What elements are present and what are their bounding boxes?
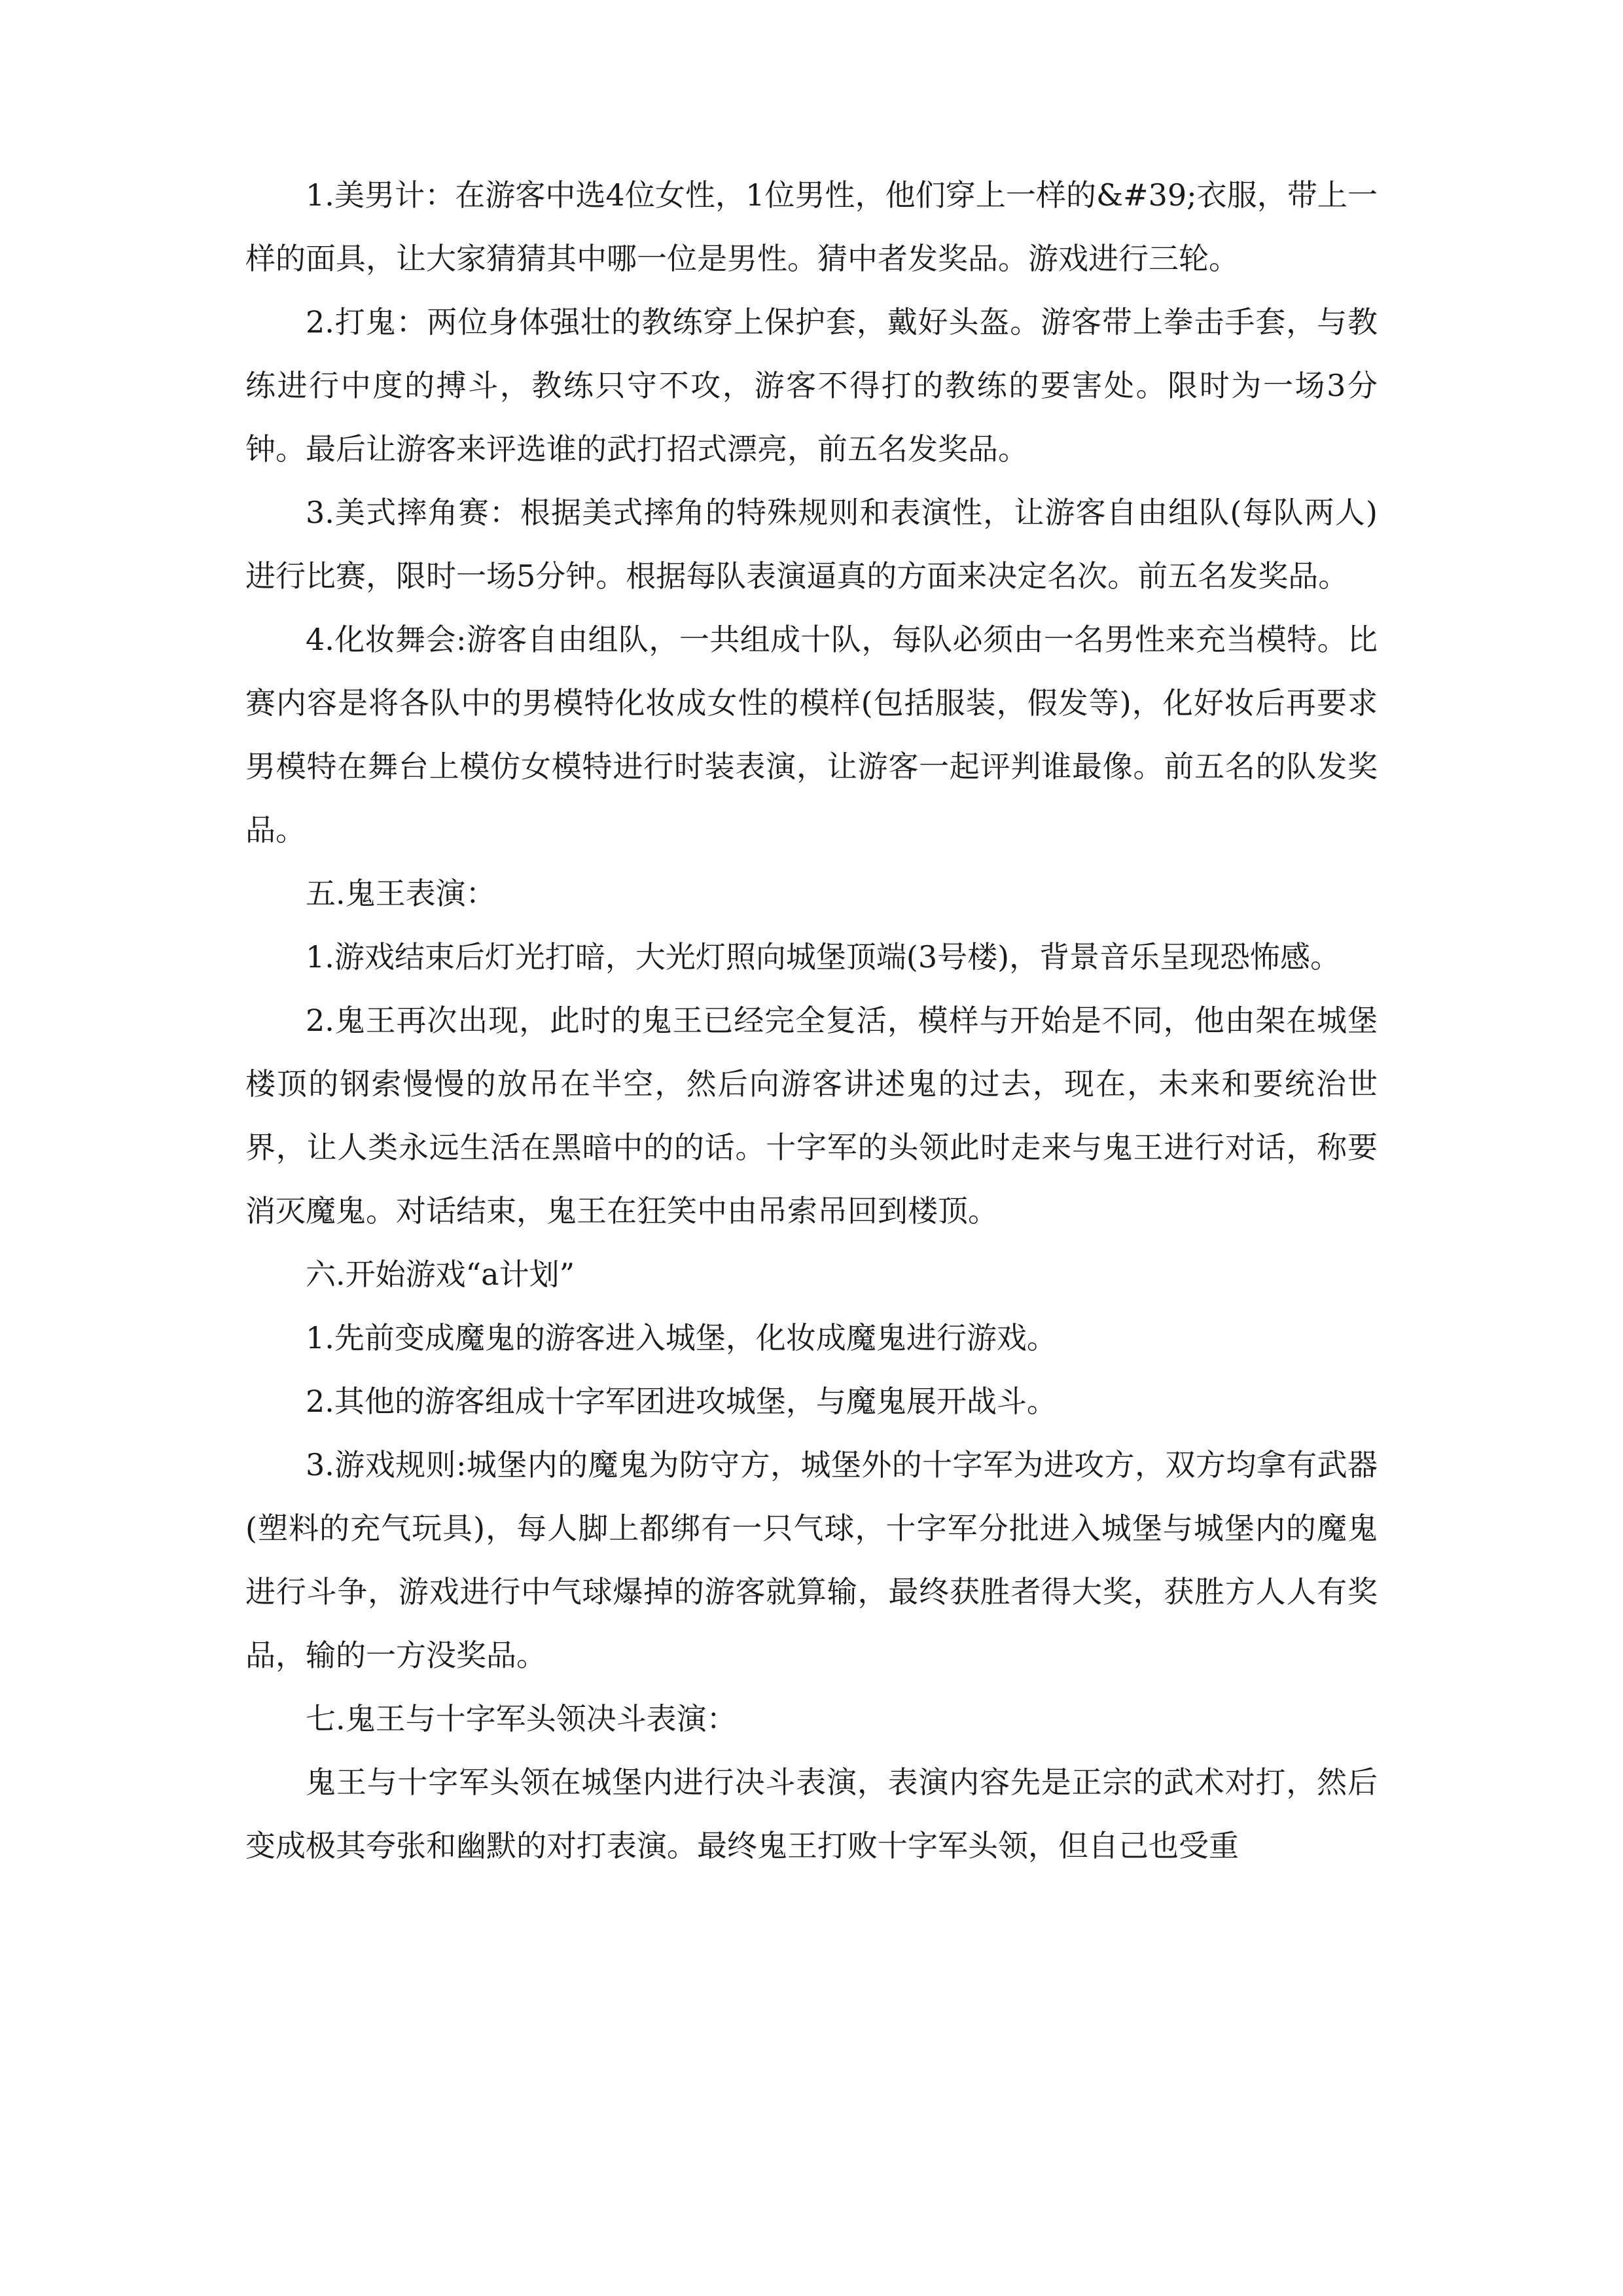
document-body [245, 164, 1378, 1878]
paragraph-13: 鬼王与十字军头领在城堡内进行决斗表演，表演内容先是正宗的武术对打，然后变成极其夸张和幽默的对打表演。最终鬼王打败十字军头领，但自己也受重 [245, 1765, 1378, 1863]
paragraph-6: 1.游戏结束后灯光打暗，大光灯照向城堡顶端(3号楼)，背景音乐呈现恐怖感。 [306, 939, 1341, 975]
section-heading-7: 七.鬼王与十字军头领决斗表演： [306, 1701, 737, 1736]
paragraph-3: 3.美式摔角赛：根据美式摔角的特殊规则和表演性，让游客自由组队(每队两人)进行比赛，限时一场5分钟。根据每队表演逼真的方面来决定名次。前五名发奖品。 [245, 495, 1378, 594]
paragraph-4: 4.化妆舞会:游客自由组队，一共组成十队，每队必须由一名男性来充当模特。比赛内容是将各队中的男模特化妆成女性的模样(包括服装，假发等)，化好妆后再要求男模特在舞台上模仿女模特进行时装表演，让游客一起评判谁最像。前五名的队发奖品。 [245, 622, 1378, 848]
section-heading-6: 六.开始游戏“a计划” [306, 1257, 575, 1292]
paragraph-2: 2.打鬼：两位身体强壮的教练穿上保护套，戴好头盔。游客带上拳击手套，与教练进行中度的搏斗，教练只守不攻，游客不得打的教练的要害处。限时为一场3分钟。最后让游客来评选谁的武打招式漂亮，前五名发奖品。 [245, 304, 1378, 467]
section-heading-5: 五.鬼王表演： [306, 876, 496, 911]
paragraph-11: 3.游戏规则:城堡内的魔鬼为防守方，城堡外的十字军为进攻方，双方均拿有武器(塑料的充气玩具)，每人脚上都绑有一只气球，十字军分批进入城堡与城堡内的魔鬼进行斗争，游戏进行中气球爆掉的游客就算输，最终获胜者得大奖，获胜方人人有奖品，输的一方没奖品。 [245, 1447, 1378, 1673]
paragraph-9: 1.先前变成魔鬼的游客进入城堡，化妆成魔鬼进行游戏。 [306, 1320, 1057, 1355]
paragraph-10: 2.其他的游客组成十字军团进攻城堡，与魔鬼展开战斗。 [306, 1384, 1057, 1419]
paragraph-1: 1.美男计：在游客中选4位女性，1位男性，他们穿上一样的&#39;衣服，带上一样的面具，让大家猜猜其中哪一位是男性。猜中者发奖品。游戏进行三轮。 [245, 177, 1378, 276]
paragraph-7: 2.鬼王再次出现，此时的鬼王已经完全复活，模样与开始是不同，他由架在城堡楼顶的钢索慢慢的放吊在半空，然后向游客讲述鬼的过去，现在，未来和要统治世界，让人类永远生活在黑暗中的的话。十字军的头领此时走来与鬼王进行对话，称要消灭魔鬼。对话结束，鬼王在狂笑中由吊索吊回到楼顶。 [245, 1003, 1378, 1229]
